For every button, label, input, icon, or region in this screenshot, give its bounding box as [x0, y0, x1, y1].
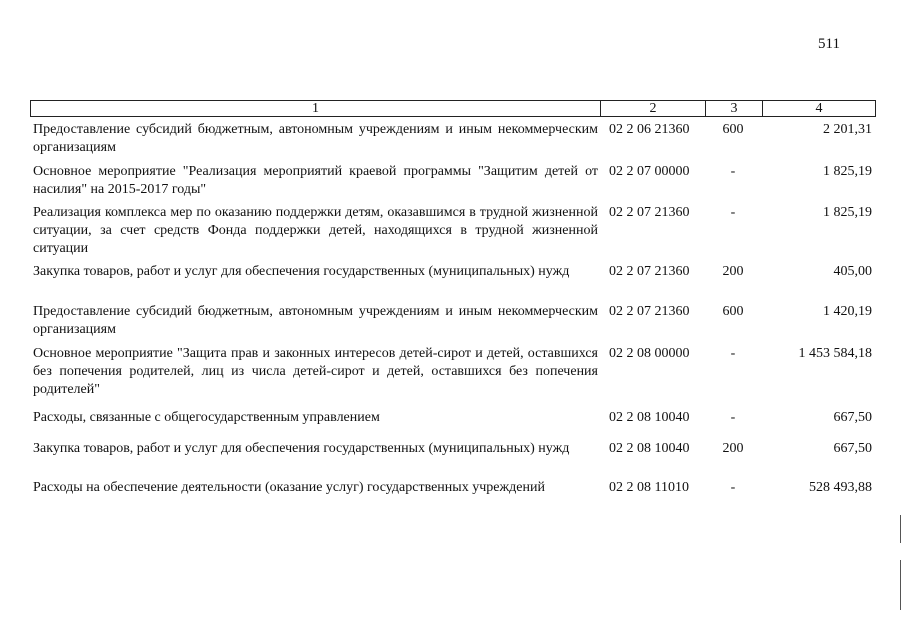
row-amount: 1 825,19	[823, 205, 872, 220]
row-type: 200	[722, 264, 744, 279]
row-amount: 528 493,88	[809, 480, 872, 495]
row-amount: 667,50	[833, 410, 872, 425]
row-amount: 1 453 584,18	[798, 346, 872, 361]
row-amount: 1 825,19	[823, 164, 872, 179]
row-type: -	[730, 410, 736, 425]
row-amount: 1 420,19	[823, 304, 872, 319]
row-amount: 2 201,31	[823, 122, 872, 137]
row-code: 02 2 08 10040	[609, 410, 690, 425]
row-code: 02 2 06 21360	[609, 122, 690, 137]
row-type: -	[730, 480, 736, 495]
row-type: -	[730, 205, 736, 220]
row-code: 02 2 07 21360	[609, 304, 690, 319]
row-code: 02 2 08 00000	[609, 346, 690, 361]
row-type: 200	[722, 441, 744, 456]
row-name: Основное мероприятие "Реализация мероприятий краевой программы "Защитим детей от насилия" на 2015-2017 годы"	[33, 164, 598, 197]
scan-edge-mark	[900, 515, 901, 543]
row-code: 02 2 07 21360	[609, 264, 690, 279]
header-col-4: 4	[815, 101, 823, 116]
row-name: Основное мероприятие "Защита прав и законных интересов детей-сирот и детей, оставшихся без попечения родителей, лиц из числа детей-сирот и детей, оставшихся без попечения родителей"	[33, 346, 598, 397]
row-name: Предоставление субсидий бюджетным, автономным учреждениям и иным некоммерческим организациям	[33, 122, 598, 155]
page-number: 511	[818, 36, 840, 52]
row-type: 600	[722, 304, 744, 319]
header-col-3: 3	[706, 101, 763, 116]
row-type: 600	[722, 122, 744, 137]
row-name: Расходы, связанные с общегосударственным управлением	[33, 410, 380, 425]
row-amount: 405,00	[833, 264, 872, 279]
scan-edge-mark	[900, 560, 901, 610]
table-header	[30, 100, 876, 117]
header-col-1: 1	[31, 101, 601, 116]
row-amount: 667,50	[833, 441, 872, 456]
row-name: Закупка товаров, работ и услуг для обеспечения государственных (муниципальных) нужд	[33, 441, 570, 456]
row-name: Закупка товаров, работ и услуг для обеспечения государственных (муниципальных) нужд	[33, 264, 570, 279]
row-type: -	[730, 346, 736, 361]
row-code: 02 2 08 10040	[609, 441, 690, 456]
row-type: -	[730, 164, 736, 179]
row-code: 02 2 08 11010	[609, 480, 689, 495]
row-name: Предоставление субсидий бюджетным, автономным учреждениям и иным некоммерческим организациям	[33, 304, 598, 337]
row-name: Реализация комплекса мер по оказанию поддержки детям, оказавшимся в трудной жизненной ситуации, за счет средств Фонда поддержки детей, находящихся в трудной жизненной ситуации	[33, 205, 598, 256]
row-name: Расходы на обеспечение деятельности (оказание услуг) государственных учреждений	[33, 480, 545, 495]
header-col-2: 2	[601, 101, 706, 116]
row-code: 02 2 07 21360	[609, 205, 690, 220]
row-code: 02 2 07 00000	[609, 164, 690, 179]
